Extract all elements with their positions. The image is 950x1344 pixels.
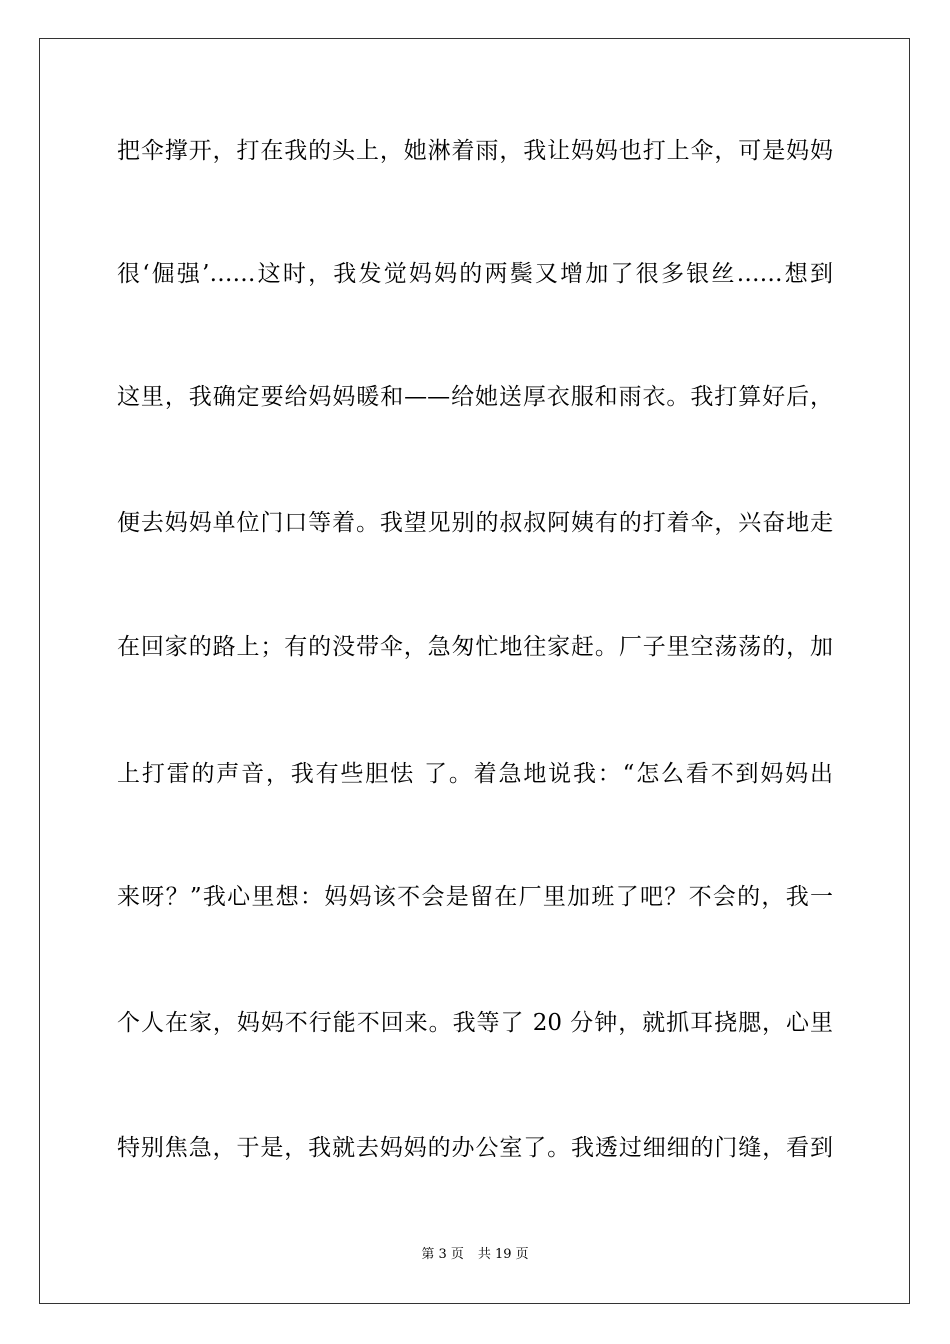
- page-border: [39, 38, 910, 1304]
- text-line: 很‘倔强’……这时，我发觉妈妈的两鬓又增加了很多银丝……想到: [117, 261, 833, 287]
- text-line: 特别焦急，于是，我就去妈妈的办公室了。我透过细细的门缝，看到: [117, 1135, 833, 1161]
- text-line: 上打雷的声音，我有些胆怯 了。着急地说我：“怎么看不到妈妈出: [117, 761, 833, 787]
- text-line: 来呀？”我心里想：妈妈该不会是留在厂里加班了吧？不会的，我一: [117, 884, 833, 910]
- page-total: 共 19 页: [477, 1247, 529, 1262]
- text-line: 便去妈妈单位门口等着。我望见别的叔叔阿姨有的打着伞，兴奋地走: [117, 510, 833, 536]
- text-line: 在回家的路上；有的没带伞，急匆忙地往家赶。厂子里空荡荡的，加: [117, 634, 833, 660]
- text-line: 个人在家，妈妈不行能不回来。我等了 20 分钟，就抓耳挠腮，心里: [117, 1010, 833, 1036]
- page-number: 第 3 页: [421, 1247, 464, 1262]
- page-footer: [0, 1246, 950, 1264]
- text-line: 把伞撑开，打在我的头上，她淋着雨，我让妈妈也打上伞，可是妈妈: [117, 138, 833, 164]
- text-line: 这里，我确定要给妈妈暖和——给她送厚衣服和雨衣。我打算好后，: [117, 384, 833, 410]
